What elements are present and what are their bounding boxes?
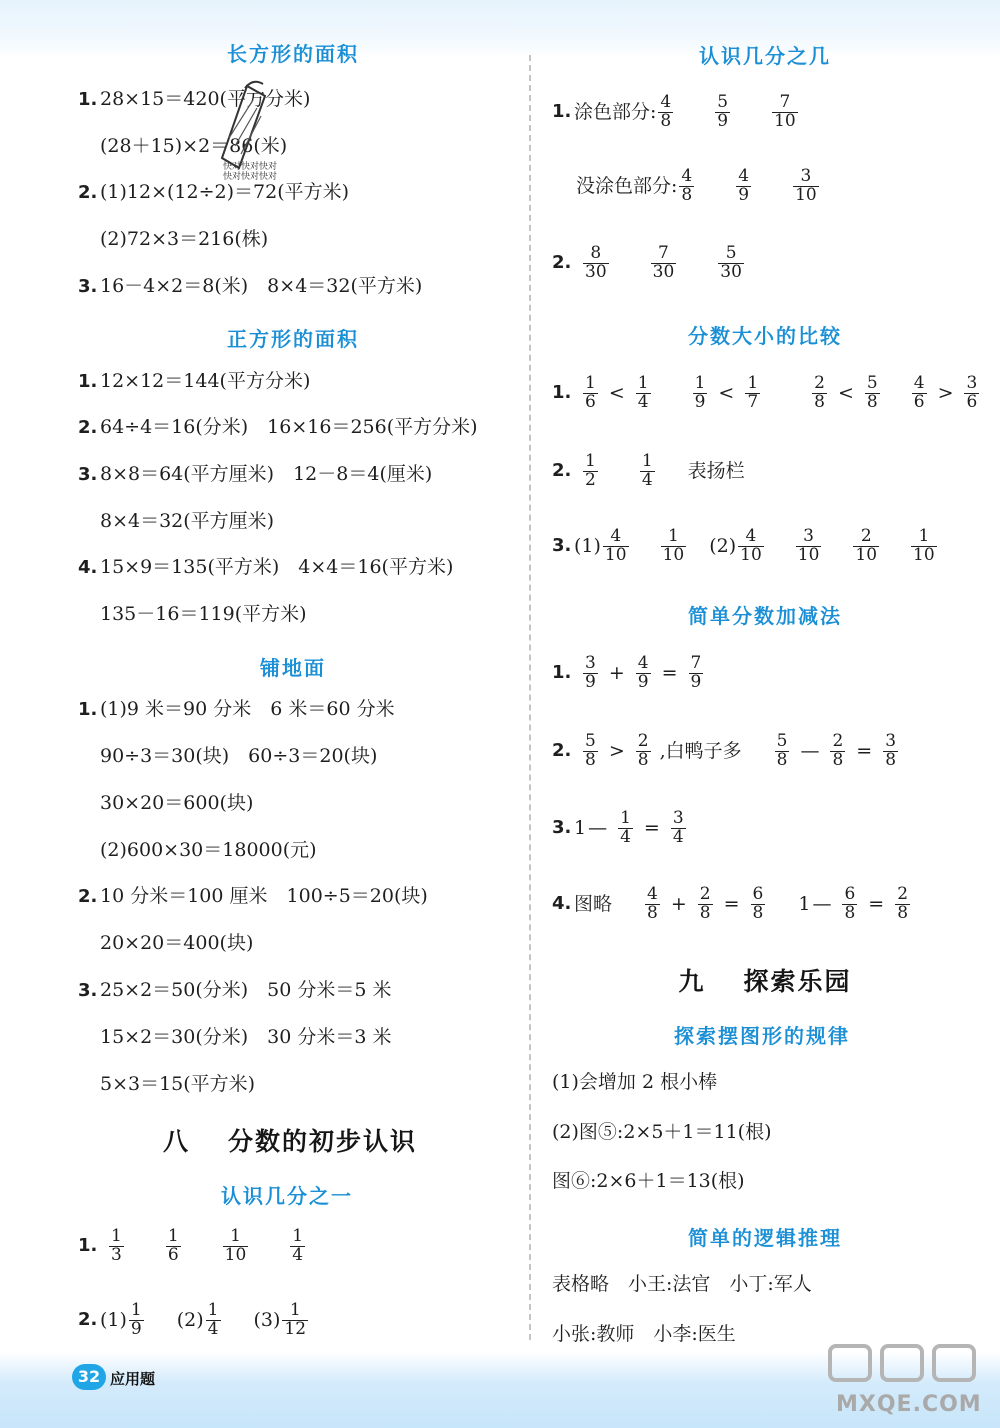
answer-line: 15×2＝30(分米) 30 分米＝3 米 bbox=[100, 1026, 392, 1048]
question-number: 2. bbox=[78, 182, 98, 203]
fraction: $\frac{3}{8}$ bbox=[885, 731, 897, 770]
fraction: $\frac{4}{9}$ bbox=[637, 653, 649, 692]
answer-line bbox=[78, 183, 349, 202]
chapter-title-9 bbox=[678, 962, 851, 998]
fraction: $\frac{5}{8}$ bbox=[585, 731, 596, 770]
answer-line: (2)图⑤:2×5＋1＝11(根) bbox=[552, 1121, 772, 1143]
chapter-number: 八 bbox=[162, 1127, 190, 1156]
fraction: $\frac{4}{6}$ bbox=[913, 373, 925, 412]
answer-line bbox=[78, 887, 428, 906]
question-number: 4. bbox=[78, 557, 98, 578]
answer-line: 5×3＝15(平方米) bbox=[100, 1073, 256, 1095]
fraction: $\frac{1}{10}$ bbox=[224, 1226, 247, 1265]
answer-text: (1)12×(12÷2)＝72(平方米) bbox=[100, 181, 350, 203]
fraction: $\frac{6}{8}$ bbox=[752, 884, 764, 923]
top-band bbox=[0, 0, 1000, 58]
question-number: 2. bbox=[78, 886, 98, 907]
question-number: 1. bbox=[78, 371, 98, 392]
question-number: 3. bbox=[78, 276, 98, 297]
fraction: $\frac{2}{8}$ bbox=[832, 731, 844, 770]
part-label: (2) bbox=[709, 534, 737, 557]
watermark-text: MXQE.COM bbox=[836, 1392, 982, 1417]
section-title-logic: 简单的逻辑推理 bbox=[688, 1226, 842, 1250]
answer-text: 12×12＝144(平方分米) bbox=[100, 370, 311, 392]
label-uncolored: 没涂色部分: bbox=[576, 174, 678, 197]
label-colored: 涂色部分: bbox=[574, 100, 657, 123]
stamp-text: 快对快对快对 快对快对快对 bbox=[222, 162, 277, 183]
fraction: $\frac{5}{9}$ bbox=[717, 92, 729, 131]
fraction: $\frac{7}{30}$ bbox=[652, 243, 675, 282]
fraction: $\frac{1}{4}$ bbox=[641, 451, 653, 490]
answer-line bbox=[576, 168, 828, 205]
page-number-badge: 32 bbox=[72, 1364, 106, 1390]
fraction: $\frac{2}{8}$ bbox=[814, 373, 825, 412]
answer-text: 16－4×2＝8(米) 8×4＝32(平方米) bbox=[100, 275, 423, 297]
column-divider bbox=[529, 55, 531, 1340]
answer-line: 表格略 小王:法官 小丁:军人 bbox=[552, 1273, 812, 1295]
question-number: 2. bbox=[552, 460, 572, 482]
fraction: $\frac{7}{10}$ bbox=[774, 92, 796, 131]
chapter-name: 分数的初步认识 bbox=[228, 1127, 418, 1156]
section-title-fraction-add-subtract: 简单分数加减法 bbox=[688, 604, 842, 628]
answer-line: (2)600×30＝18000(元) bbox=[100, 839, 317, 861]
question-number: 3. bbox=[552, 535, 572, 557]
section-title-fraction-compare: 分数大小的比较 bbox=[688, 324, 842, 348]
fraction: $\frac{4}{8}$ bbox=[681, 166, 693, 205]
fraction: $\frac{4}{10}$ bbox=[740, 526, 762, 565]
answer-text: 8×8＝64(平方厘米) 12－8＝4(厘米) bbox=[100, 463, 433, 485]
fraction: $\frac{1}{4}$ bbox=[292, 1226, 304, 1265]
book-label: 应用题 bbox=[110, 1370, 156, 1388]
fraction: $\frac{3}{10}$ bbox=[795, 166, 817, 205]
fraction: $\frac{2}{8}$ bbox=[897, 884, 909, 923]
answer-line bbox=[78, 981, 392, 1000]
answer-line: 2. $\frac{5}{8}$ > $\frac{2}{8}$ ,白鸭子多 $\frac{5}{8}$ — $\frac{2}{8}$ = $\frac{3}{8}$ bbox=[552, 731, 897, 770]
section-title-floor-tiling: 铺地面 bbox=[260, 656, 326, 680]
fraction: $\frac{2}{10}$ bbox=[855, 526, 878, 565]
answer-line: (28＋15)×2＝86(米) bbox=[100, 135, 288, 157]
fraction: $\frac{3}{9}$ bbox=[585, 653, 596, 692]
answer-line: 20×20＝400(块) bbox=[100, 932, 254, 954]
fraction: $\frac{1}{4}$ bbox=[207, 1300, 219, 1339]
question-number: 2. bbox=[78, 1309, 98, 1331]
section-title-fractions: 认识几分之几 bbox=[699, 44, 831, 68]
fraction: $\frac{8}{30}$ bbox=[585, 243, 607, 282]
question-number: 2. bbox=[78, 417, 98, 438]
fraction: $\frac{4}{8}$ bbox=[660, 92, 672, 131]
section-title-square-area: 正方形的面积 bbox=[227, 327, 359, 351]
answer-text: (1)9 米＝90 分米 6 米＝60 分米 bbox=[100, 698, 395, 720]
answer-line bbox=[78, 558, 453, 577]
question-number: 4. bbox=[552, 893, 572, 915]
answer-line bbox=[78, 418, 478, 437]
answer-text: 10 分米＝100 厘米 100÷5＝20(块) bbox=[100, 885, 428, 907]
fraction: $\frac{2}{8}$ bbox=[637, 731, 649, 770]
answer-line bbox=[78, 277, 422, 296]
answer-text: 图略 bbox=[574, 892, 613, 915]
fraction: $\frac{1}{7}$ bbox=[747, 373, 759, 412]
answer-line: 4. 图略 $\frac{4}{8}$ + $\frac{2}{8}$ = $\frac{6}{8}$ 1 — $\frac{6}{8}$ = $\frac{2}{8}$ bbox=[552, 884, 909, 923]
fraction: $\frac{5}{8}$ bbox=[776, 731, 788, 770]
answer-line: 30×20＝600(块) bbox=[100, 792, 254, 814]
answer-line bbox=[78, 1228, 314, 1265]
fraction: $\frac{1}{4}$ bbox=[637, 373, 649, 412]
part-label: (1) bbox=[100, 1308, 127, 1331]
answer-line bbox=[78, 372, 310, 391]
question-number: 2. bbox=[552, 252, 572, 274]
answer-line: 1. $\frac{1}{6}$ < $\frac{1}{4}$ $\frac{1}{9}$ < $\frac{1}{7}$ $\frac{2}{8}$ < $\frac{5}{8}$ $\frac{4}{6}$ > $\frac{3}{6}$ bbox=[552, 373, 978, 412]
answer-text: 64÷4＝16(分米) 16×16＝256(平方分米) bbox=[100, 416, 478, 438]
fraction: $\frac{1}{6}$ bbox=[167, 1226, 179, 1265]
answer-line: (1)会增加 2 根小棒 bbox=[552, 1071, 718, 1093]
answer-line bbox=[552, 245, 753, 282]
fraction: $\frac{5}{30}$ bbox=[720, 243, 742, 282]
answer-text: 15×9＝135(平方米) 4×4＝16(平方米) bbox=[100, 556, 454, 578]
answer-line bbox=[552, 94, 807, 131]
question-number: 2. bbox=[552, 740, 572, 762]
chapter-title-8 bbox=[163, 1122, 417, 1158]
question-number: 3. bbox=[78, 464, 98, 485]
section-title-rectangle-area: 长方形的面积 bbox=[227, 42, 359, 66]
section-title-pattern: 探索摆图形的规律 bbox=[674, 1024, 850, 1048]
fraction: $\frac{1}{10}$ bbox=[662, 526, 685, 565]
chapter-name: 探索乐园 bbox=[743, 967, 852, 996]
answer-line: 90÷3＝30(块) 60÷3＝20(块) bbox=[100, 745, 378, 767]
answer-line: 8×4＝32(平方厘米) bbox=[100, 510, 275, 532]
part-label: (1) bbox=[574, 534, 601, 557]
fraction: $\frac{1}{12}$ bbox=[284, 1300, 307, 1339]
fraction: $\frac{1}{2}$ bbox=[585, 451, 596, 490]
fraction: $\frac{1}{9}$ bbox=[694, 373, 706, 412]
question-number: 1. bbox=[552, 101, 572, 123]
answer-line bbox=[552, 528, 946, 565]
question-number: 3. bbox=[78, 980, 98, 1001]
question-number: 3. bbox=[552, 817, 572, 839]
answer-line: 图⑥:2×6＋1＝13(根) bbox=[552, 1170, 745, 1192]
answer-line bbox=[78, 700, 395, 719]
fraction: $\frac{5}{8}$ bbox=[866, 373, 878, 412]
fraction: $\frac{3}{6}$ bbox=[966, 373, 978, 412]
question-number: 1. bbox=[552, 382, 572, 404]
question-number: 1. bbox=[78, 699, 98, 720]
fraction: $\frac{3}{4}$ bbox=[672, 808, 684, 847]
question-number: 1. bbox=[552, 662, 572, 684]
section-title-unit-fractions: 认识几分之一 bbox=[221, 1184, 353, 1208]
fraction: $\frac{4}{9}$ bbox=[738, 166, 750, 205]
fraction: $\frac{7}{9}$ bbox=[690, 653, 702, 692]
answer-text: 表扬栏 bbox=[687, 459, 745, 482]
answer-line: 3. 1 — $\frac{1}{4}$ = $\frac{3}{4}$ bbox=[552, 808, 684, 847]
fraction: $\frac{3}{10}$ bbox=[797, 526, 820, 565]
fraction: $\frac{2}{8}$ bbox=[699, 884, 711, 923]
fraction: $\frac{1}{9}$ bbox=[130, 1300, 142, 1339]
fraction: $\frac{1}{4}$ bbox=[620, 808, 631, 847]
part-label: (2) bbox=[176, 1308, 204, 1331]
answer-text: 25×2＝50(分米) 50 分米＝5 米 bbox=[100, 979, 392, 1001]
answer-text: 28×15＝420(平方分米) bbox=[100, 88, 311, 110]
question-number: 1. bbox=[78, 89, 98, 110]
part-label: (3) bbox=[253, 1308, 281, 1331]
answer-line bbox=[78, 465, 432, 484]
chapter-number: 九 bbox=[678, 967, 706, 996]
fraction: $\frac{1}{10}$ bbox=[913, 526, 935, 565]
answer-text: ,白鸭子多 bbox=[659, 739, 742, 762]
fraction: $\frac{4}{8}$ bbox=[647, 884, 658, 923]
answer-line: 小张:教师 小李:医生 bbox=[552, 1323, 736, 1345]
fraction: $\frac{1}{3}$ bbox=[111, 1226, 122, 1265]
fraction: $\frac{1}{6}$ bbox=[585, 373, 596, 412]
answer-line bbox=[78, 1302, 317, 1339]
answer-line bbox=[552, 453, 745, 490]
answer-line: (2)72×3＝216(株) bbox=[100, 228, 269, 250]
answer-line: 135－16＝119(平方米) bbox=[100, 603, 307, 625]
question-number: 1. bbox=[78, 1235, 98, 1257]
fraction: $\frac{6}{8}$ bbox=[844, 884, 856, 923]
fraction: $\frac{4}{10}$ bbox=[604, 526, 627, 565]
answer-line: 1. $\frac{3}{9}$ + $\frac{4}{9}$ = $\frac{7}{9}$ bbox=[552, 653, 702, 692]
